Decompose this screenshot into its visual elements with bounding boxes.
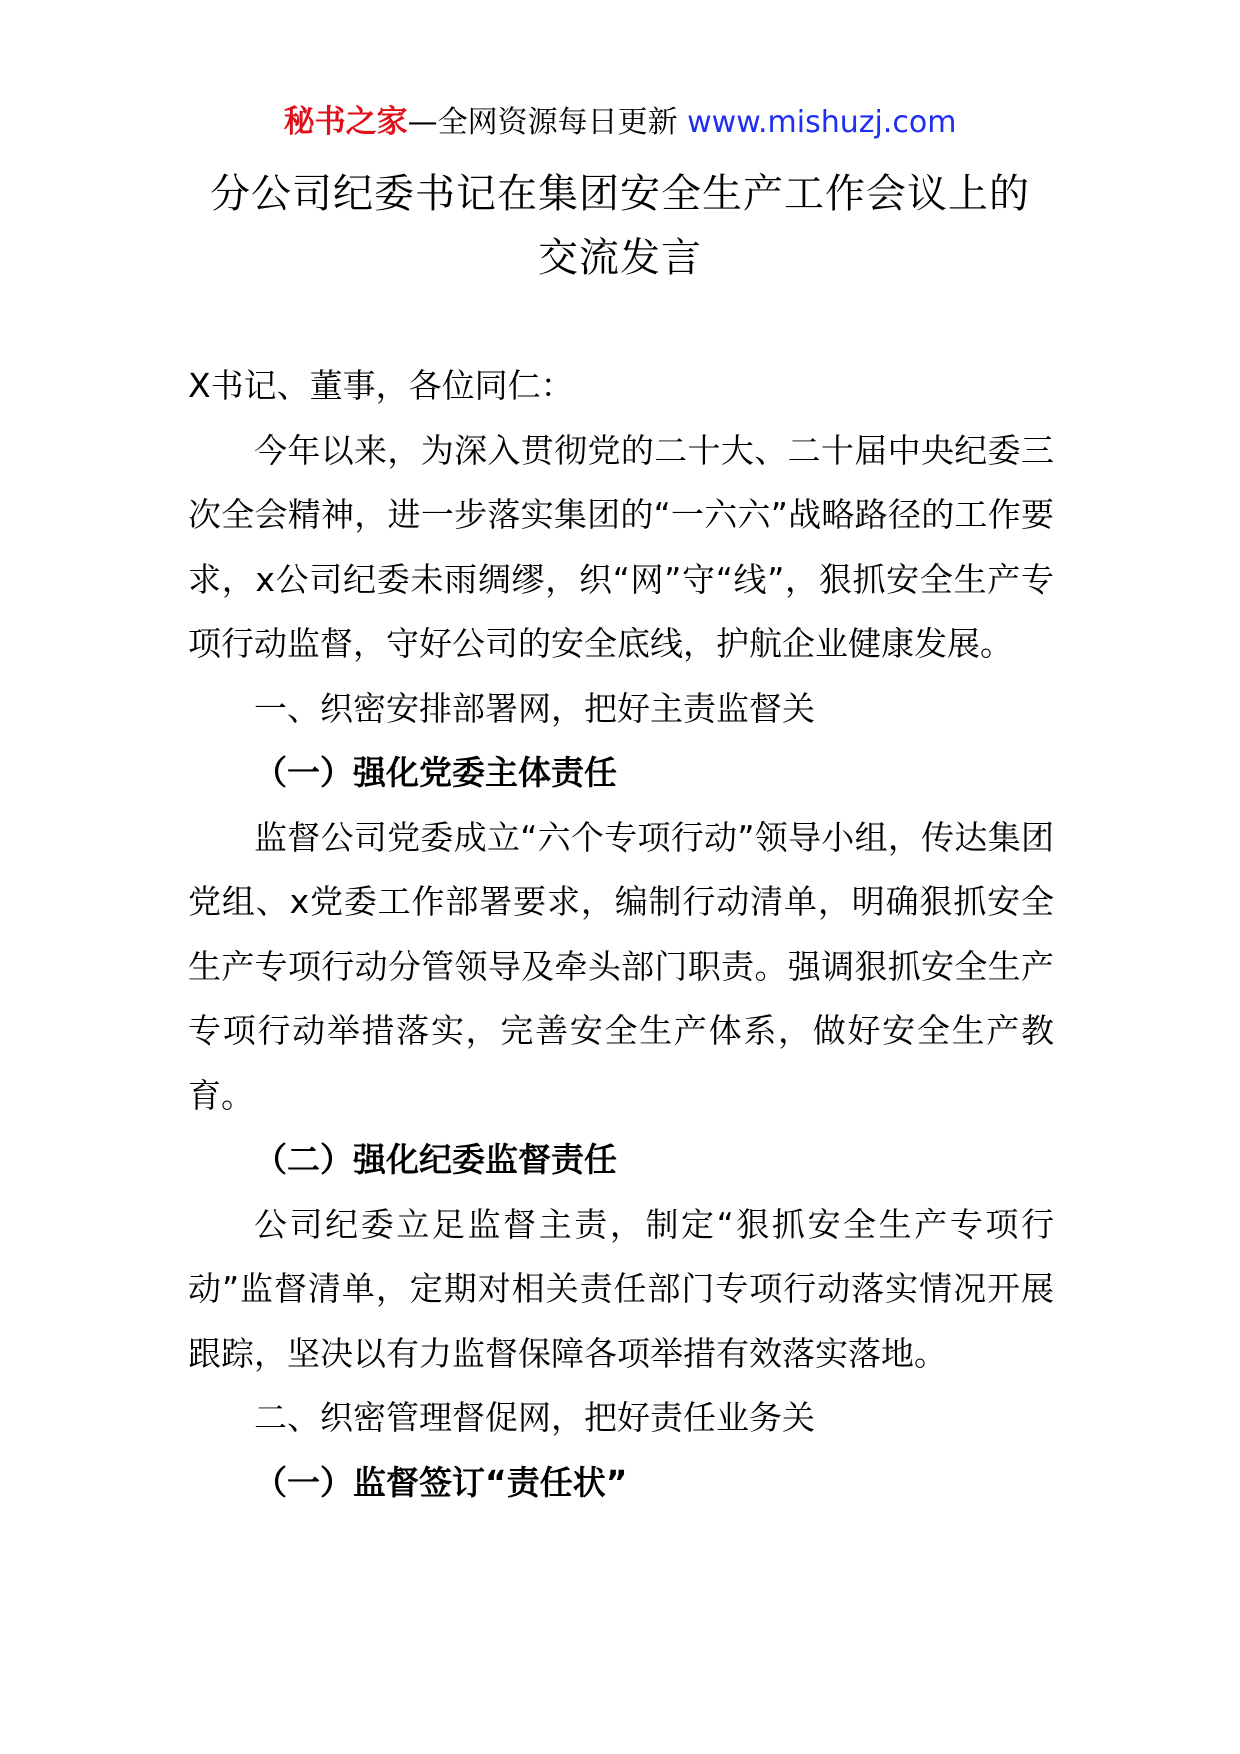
section-1-heading: 一、织密安排部署网，把好主责监督关 — [254, 688, 815, 728]
document-body — [188, 354, 1054, 1515]
title-line-1: 分公司纪委书记在集团安全生产工作会议上的 — [210, 171, 1030, 217]
section-1-sub-2-heading: （二）强化纪委监督责任 — [254, 1140, 617, 1179]
banner-tagline: —全网资源每日更新 — [407, 105, 688, 140]
document-title — [150, 162, 1090, 290]
site-banner — [0, 100, 1240, 145]
section-2-sub-1-heading: （一）监督签订“责任状” — [254, 1462, 628, 1502]
intro-paragraph: 今年以来，为深入贯彻党的二十大、二十届中央纪委三次全会精神，进一步落实集团的“一六六”战略路径的工作要求，x公司纪委未雨绸缪，织“网”守“线”，狠抓安全生产专项行动监督，守好公司的安全底线，护航企业健康发展。 — [188, 430, 1054, 663]
section-1-sub-2-paragraph: 公司纪委立足监督主责，制定“狠抓安全生产专项行动”监督清单，定期对相关责任部门专项行动落实情况开展跟踪，坚决以有力监督保障各项举措有效落实落地。 — [188, 1204, 1054, 1373]
section-2-heading: 二、织密管理督促网，把好责任业务关 — [254, 1398, 815, 1437]
section-1-sub-1-heading: （一）强化党委主体责任 — [254, 753, 617, 792]
brand-name: 秘书之家 — [283, 104, 408, 140]
salutation: X书记、董事，各位同仁： — [188, 366, 574, 405]
site-url-link[interactable]: www.mishuzj.com — [687, 105, 957, 140]
title-line-2: 交流发言 — [538, 235, 702, 281]
section-1-sub-1-paragraph: 监督公司党委成立“六个专项行动”领导小组，传达集团党组、x党委工作部署要求，编制行动清单，明确狠抓安全生产专项行动分管领导及牵头部门职责。强调狠抓安全生产专项行动举措落实，完善安全生产体系，做好安全生产教育。 — [188, 817, 1054, 1115]
